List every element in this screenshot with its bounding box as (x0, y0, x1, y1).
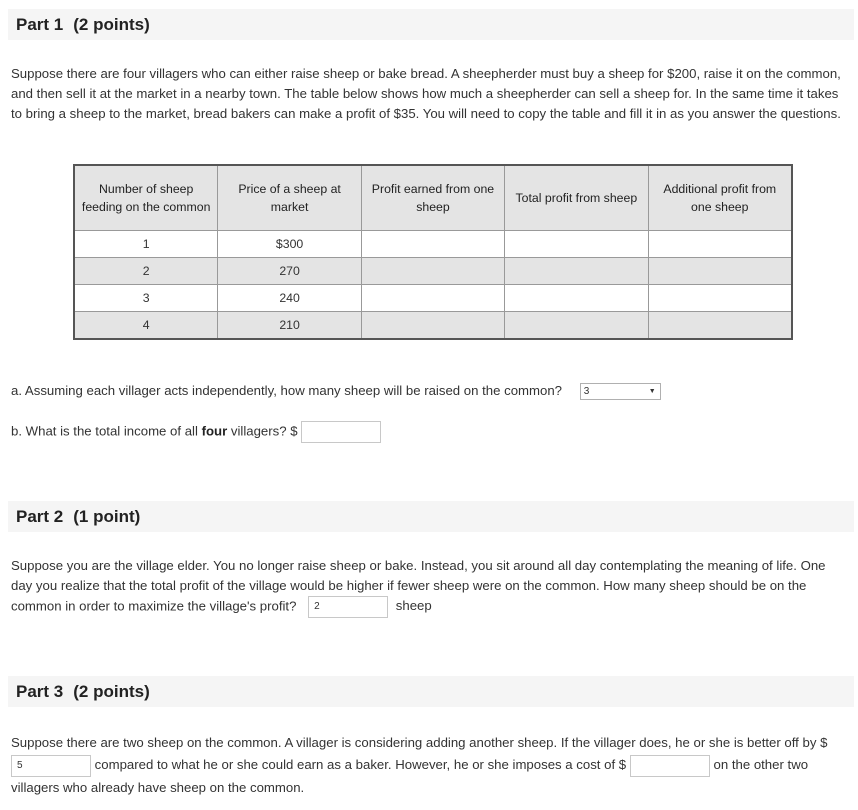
question-b-suffix: villagers? $ (227, 423, 298, 439)
total-income-input[interactable] (301, 421, 381, 443)
part2-text: Suppose you are the village elder. You no longer raise sheep or bake. Instead, you sit around all day contemplating the meaning of life. One day you realize that the total profit of the village would be higher if fewer sheep were on the common. How many sheep should be on the common in order to maximize the village's profit? (11, 558, 826, 614)
part1-header (8, 9, 854, 40)
cell-profit-one (361, 258, 504, 285)
part3-points: (2 points) (73, 682, 150, 701)
better-off-input[interactable]: 5 (11, 755, 91, 777)
question-b-bold: four (201, 423, 228, 439)
table-header-row (74, 165, 792, 231)
part1-title: Part 1 (16, 15, 64, 34)
cell-total-profit (505, 231, 648, 258)
part3-text2: compared to what he or she could earn as a baker. However, he or she imposes a cost of $ (94, 757, 627, 772)
question-a-text: a. Assuming each villager acts independently, how many sheep will be raised on the common? (11, 383, 563, 398)
part2-title: Part 2 (16, 507, 64, 526)
cell-profit-one (361, 231, 504, 258)
cell-price: $300 (218, 231, 361, 258)
header-price: Price of a sheep at market (218, 165, 361, 231)
cell-additional-profit (648, 258, 792, 285)
cell-additional-profit (648, 285, 792, 312)
cell-price: 210 (218, 312, 361, 340)
header-additional-profit: Additional profit from one sheep (648, 165, 792, 231)
sheep-count-selected: 3 (583, 386, 590, 398)
chevron-down-icon: ▼ (648, 388, 656, 396)
optimal-sheep-input[interactable]: 2 (308, 596, 388, 618)
cell-profit-one (361, 285, 504, 312)
cell-total-profit (505, 285, 648, 312)
part3-text1: Suppose there are two sheep on the common. A villager is considering adding another sheep. If the villager does, he or she is better off by $ (11, 735, 828, 750)
cell-sheep: 1 (74, 231, 218, 258)
cell-sheep: 2 (74, 258, 218, 285)
table-row (74, 285, 792, 312)
header-total-profit: Total profit from sheep (505, 165, 648, 231)
cell-price: 270 (218, 258, 361, 285)
part2-unit: sheep (395, 598, 432, 614)
part2-question (11, 556, 849, 618)
part2-points: (1 point) (73, 507, 141, 526)
cell-price: 240 (218, 285, 361, 312)
sheep-table (73, 164, 793, 340)
part1-intro: Suppose there are four villagers who can either raise sheep or bake bread. A sheepherder must buy a sheep for $200, raise it on the common, and then sell it at the market in a nearby town. The table below shows how much a sheepherder can sell a sheep for. In the same time it takes to bring a sheep to the market, bread bakers can make a profit of $35. You will need to copy the table and fill it in as you answer the questions. (11, 66, 841, 121)
header-profit-one: Profit earned from one sheep (361, 165, 504, 231)
part3-text3: on the other two villagers who already have sheep on the common. (11, 757, 809, 795)
question-b-prefix: b. What is the total income of all (11, 423, 202, 439)
part1-points: (2 points) (73, 15, 150, 34)
part2-header (8, 501, 854, 532)
question-a (11, 381, 849, 401)
cell-additional-profit (648, 231, 792, 258)
cell-total-profit (505, 312, 648, 340)
imposed-cost-input[interactable] (630, 755, 710, 777)
sheep-count-select[interactable] (580, 383, 661, 400)
cell-sheep: 3 (74, 285, 218, 312)
question-b (11, 421, 849, 443)
part3-title: Part 3 (16, 682, 64, 701)
cell-total-profit (505, 258, 648, 285)
table-row (74, 231, 792, 258)
cell-profit-one (361, 312, 504, 340)
cell-additional-profit (648, 312, 792, 340)
part3-question (11, 732, 849, 799)
table-row (74, 312, 792, 340)
table-row (74, 258, 792, 285)
cell-sheep: 4 (74, 312, 218, 340)
header-sheep: Number of sheep feeding on the common (74, 165, 218, 231)
part3-header (8, 676, 854, 707)
